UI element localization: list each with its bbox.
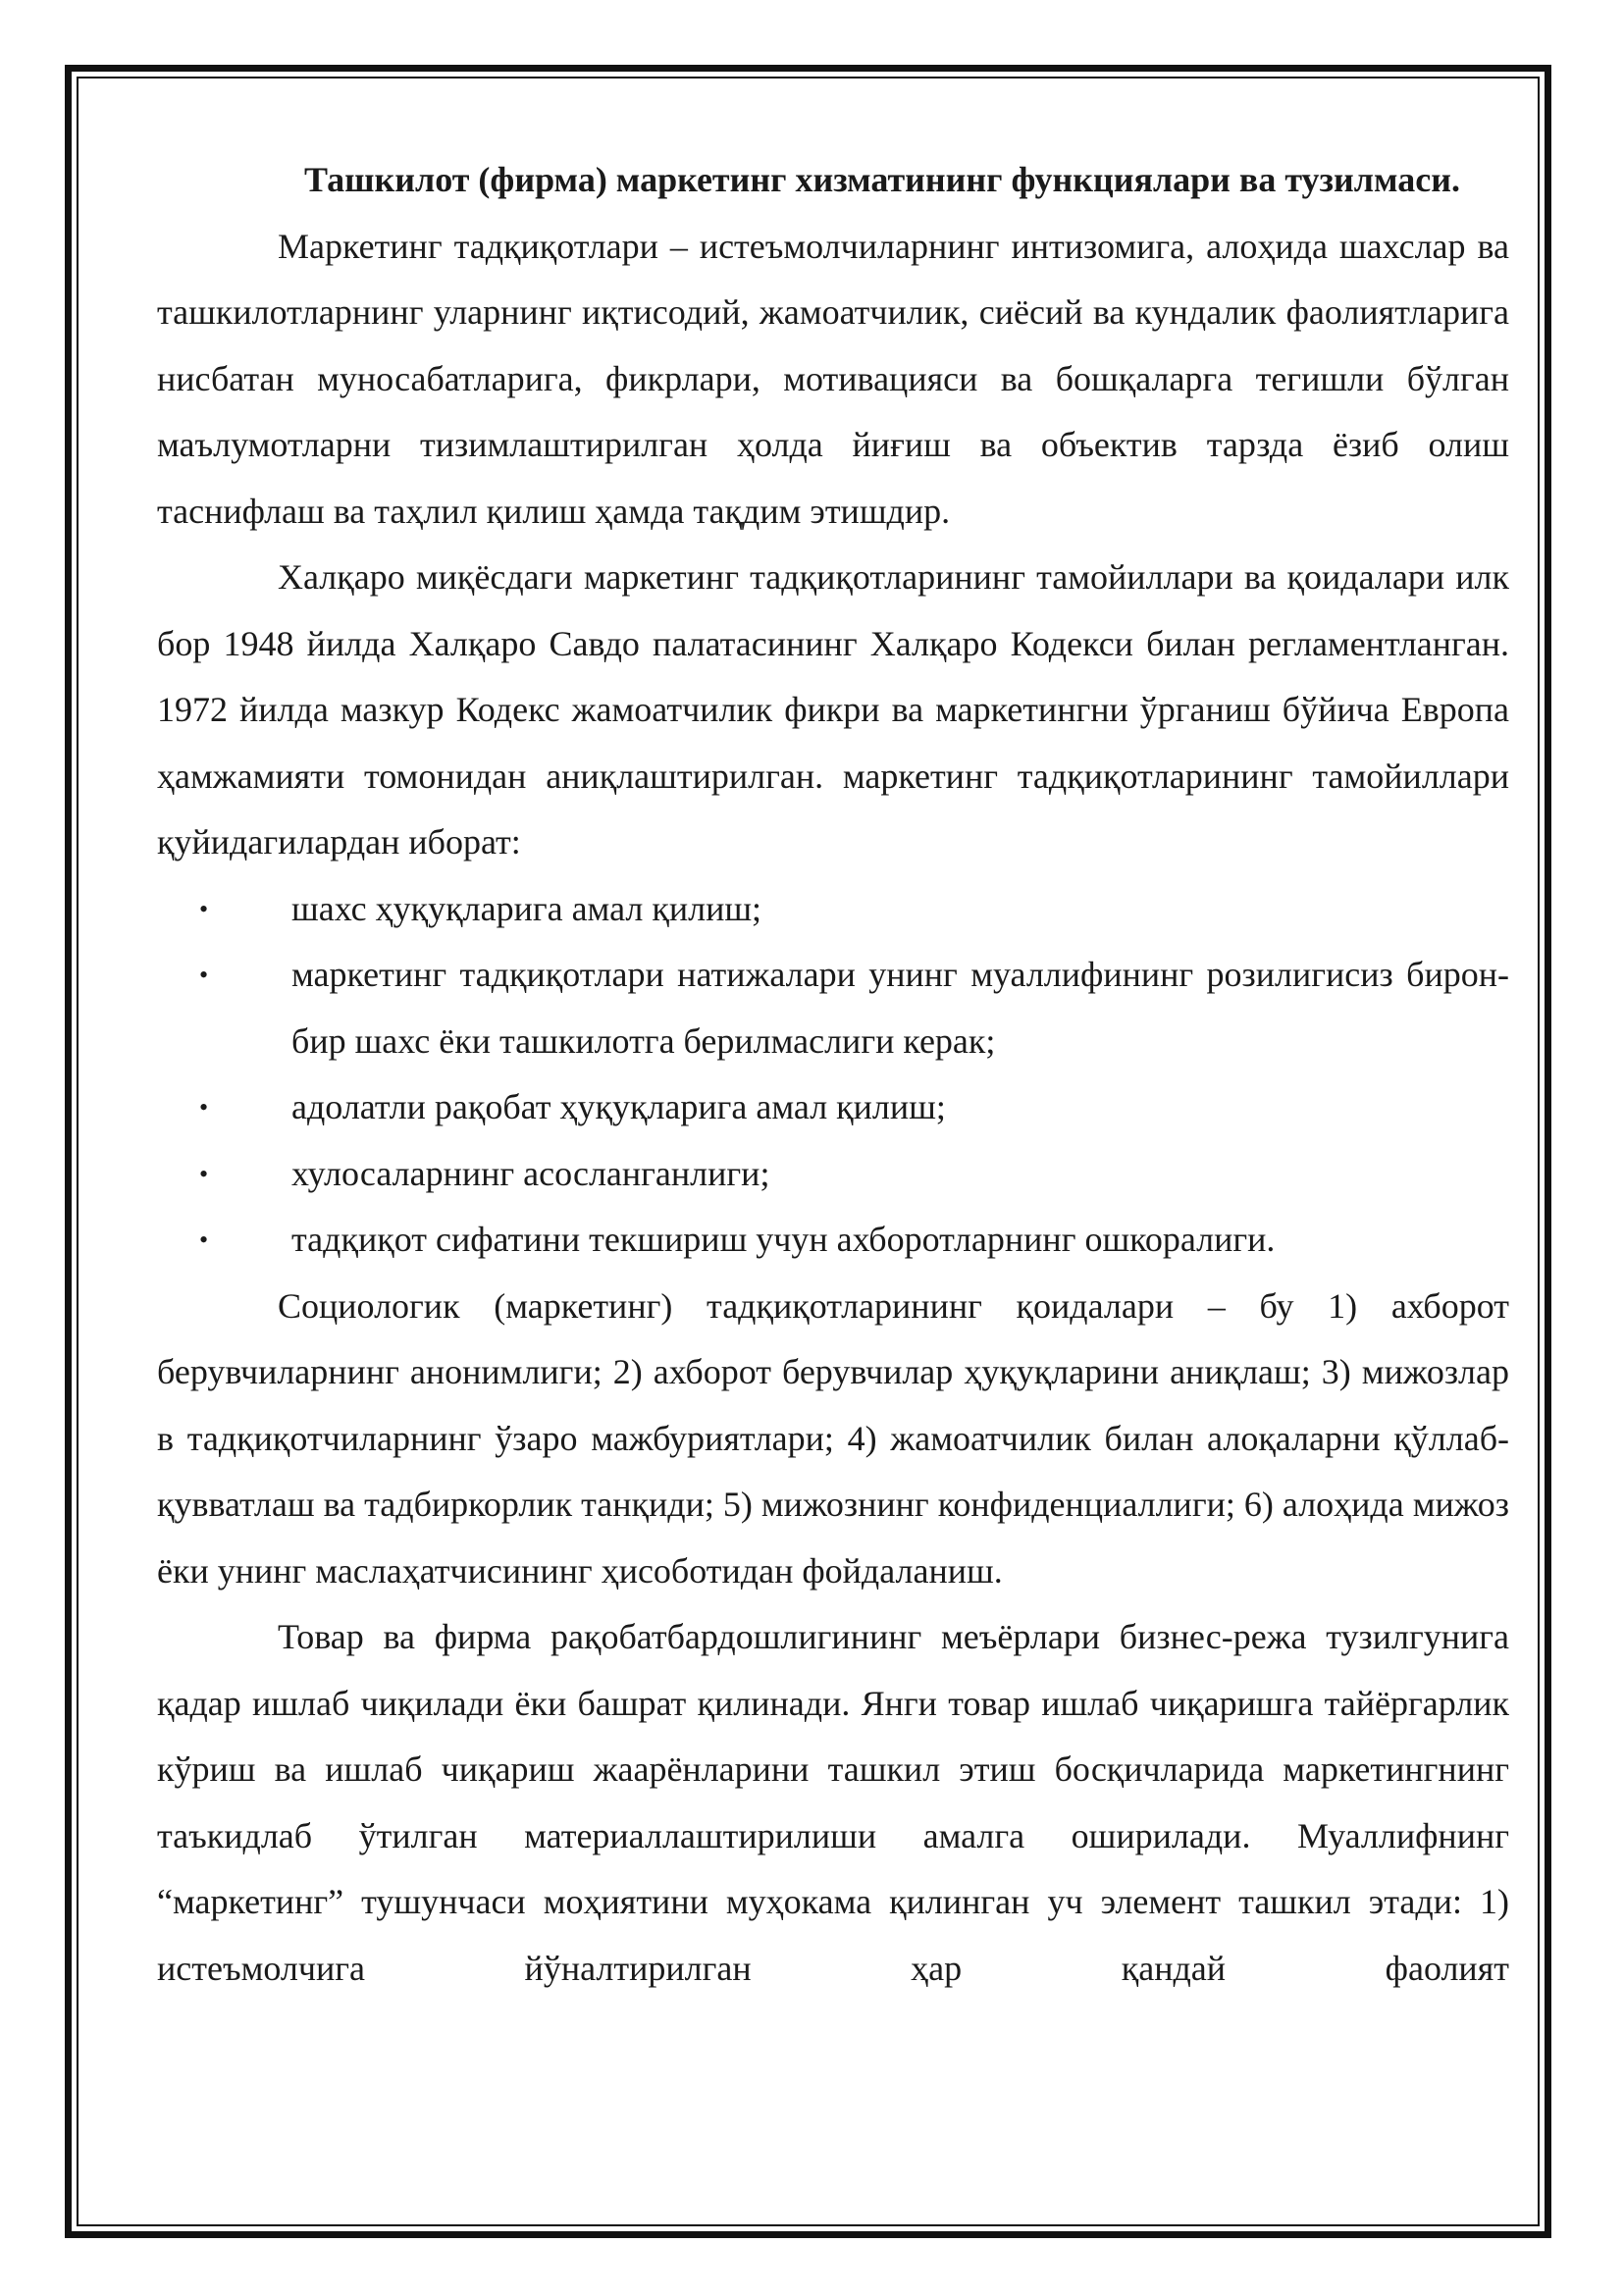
- document-title: Ташкилот (фирма) маркетинг хизматининг функциялари ва тузилмаси.: [304, 160, 1460, 199]
- list-item: [157, 1074, 1509, 1141]
- principles-list: [157, 876, 1509, 1274]
- paragraph-competitiveness: Товар ва фирма рақобатбардошлигининг меъёрлари бизнес-режа тузилгунига қадар ишлаб чиқилади ёки башрат қилинади. Янги товар ишлаб чиқаришга тайёргарлик кўриш ва ишлаб чиқариш жаарёнларини ташкил этиш босқичларида маркетингнинг таъкидлаб ўтилган материаллаштирилиши амалга оширилади. Муаллифнинг “маркетинг” тушунчаси моҳиятини муҳокама қилинган уч элемент ташкил этади: 1) истеъмолчига йўналтирилган ҳар қандай фаолият: [157, 1617, 1509, 1988]
- bullet-icon: •: [199, 1159, 209, 1188]
- list-item: [157, 876, 1509, 943]
- bullet-icon: •: [199, 1093, 209, 1122]
- list-item-text: маркетинг тадқиқотлари натижалари унинг муаллифининг розилигисиз бирон-бир шахс ёки ташкилотга берилмаслиги керак;: [291, 955, 1509, 1061]
- paragraph-marketing-research: Маркетинг тадқиқотлари – истеъмолчиларнинг интизомига, алоҳида шахслар ва ташкилотларнинг уларнинг иқтисодий, жамоатчилик, сиёсий ва кундалик фаолиятларига нисбатан муносабатларига, фикрлари, мотивацияси ва бошқаларга тегишли бўлган маълумотларни тизимлаштирилган ҳолда йиғиш ва объектив тарзда ёзиб олиш таснифлаш ва таҳлил қилиш ҳамда тақдим этишдир.: [157, 226, 1509, 531]
- list-item: [157, 942, 1509, 1074]
- list-item: [157, 1207, 1509, 1274]
- paragraph-international-principles: Халқаро миқёсдаги маркетинг тадқиқотларининг тамойиллари ва қоидалари илк бор 1948 йилда Халқаро Савдо палатасининг Халқаро Кодекси билан регламентланган. 1972 йилда мазкур Кодекс жамоатчилик фикри ва маркетингни ўрганиш бўйича Европа ҳамжамияти томонидан аниқлаштирилган. маркетинг тадқиқотларининг тамойиллари қуйидагилардан иборат:: [157, 557, 1509, 861]
- paragraph-sociological-rules: Социологик (маркетинг) тадқиқотларининг қоидалари – бу 1) ахборот берувчиларнинг анонимлиги; 2) ахборот берувчилар ҳуқуқларини аниқлаш; 3) мижозлар в тадқиқотчиларнинг ўзаро мажбуриятлари; 4) жамоатчилик билан алоқаларни қўллаб-қувватлаш ва тадбиркорлик танқиди; 5) мижознинг конфиденциаллиги; 6) алоҳида мижоз ёки унинг маслаҳатчисининг ҳисоботидан фойдаланиш.: [157, 1285, 1509, 1591]
- bullet-icon: •: [199, 894, 209, 923]
- list-item-text: тадқиқот сифатини текшириш учун ахборотларнинг ошкоралиги.: [291, 1220, 1276, 1259]
- bullet-icon: •: [199, 1226, 209, 1254]
- bullet-icon: •: [199, 961, 209, 989]
- list-item-text: адолатли рақобат ҳуқуқларига амал қилиш;: [291, 1087, 946, 1126]
- list-item-text: хулосаларнинг асосланганлиги;: [291, 1153, 770, 1193]
- document-page: [157, 147, 1509, 2002]
- list-item: [157, 1141, 1509, 1208]
- list-item-text: шахс ҳуқуқларига амал қилиш;: [291, 888, 762, 928]
